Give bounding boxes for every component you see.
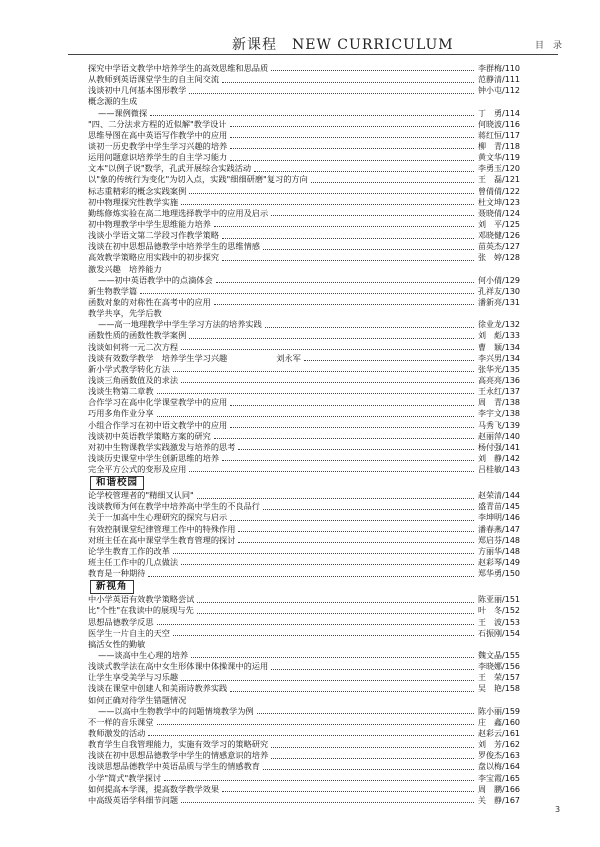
toc-entry bbox=[88, 197, 520, 208]
dot-leader bbox=[230, 520, 474, 521]
toc-entry bbox=[88, 557, 520, 568]
toc-entry bbox=[88, 219, 520, 230]
toc-entry-author-page: 王 波/153 bbox=[478, 617, 520, 627]
dot-leader bbox=[254, 171, 474, 172]
toc-entry-title: "四、二分法求方程的近似解"教学设计 bbox=[88, 118, 227, 129]
toc-entry bbox=[88, 431, 520, 442]
toc-entry-title: 如何正确对待学生错题情况 bbox=[88, 694, 187, 705]
toc-entry-title: 高效教学策略应用实践中的初步探究 bbox=[88, 252, 220, 263]
toc-entry bbox=[88, 683, 520, 694]
toc-entry bbox=[88, 661, 520, 672]
dot-leader bbox=[157, 724, 474, 725]
toc-entry-author-page: 吕桂敏/143 bbox=[478, 465, 520, 475]
dot-leader bbox=[173, 371, 474, 372]
journal-title: 新课程 NEW CURRICULUM bbox=[232, 37, 454, 53]
toc-entry-title: 医学生一片自主的天空 bbox=[88, 627, 170, 638]
toc-entry-author-page: 关 静/167 bbox=[478, 795, 520, 805]
toc-entry bbox=[88, 750, 520, 761]
toc-entry bbox=[88, 739, 520, 750]
toc-entry bbox=[88, 96, 520, 107]
toc-entry-author-page: 李坤明/146 bbox=[478, 513, 520, 523]
toc-entry-author-page: 马秀飞/139 bbox=[478, 420, 520, 430]
dot-leader bbox=[265, 327, 474, 328]
toc-entry-author-page: 刘 彪/133 bbox=[478, 331, 520, 341]
toc-entry-title: 浅谈生物第二章教 bbox=[88, 386, 154, 397]
toc-entry-author-page: 陈亚丽/151 bbox=[478, 595, 520, 605]
toc-entry bbox=[88, 241, 520, 252]
toc-entry-author-page: 王 荣/157 bbox=[478, 673, 520, 683]
toc-entry-author-page: 叶 冬/152 bbox=[478, 606, 520, 616]
toc-entry-author-page: 魏文晶/155 bbox=[478, 651, 520, 661]
toc-entry-title: 班主任工作中的几点做法 bbox=[88, 557, 179, 568]
dot-leader bbox=[238, 449, 474, 450]
toc-entry bbox=[88, 672, 520, 683]
dot-leader bbox=[238, 531, 474, 532]
toc-entry-title: 浅谈式教学法在高中女生形体课中体操课中的运用 bbox=[88, 661, 269, 672]
dot-leader bbox=[181, 680, 474, 681]
toc-entry-title: 小组合作学习在初中语文教学中的应用 bbox=[88, 419, 228, 430]
toc-entry bbox=[88, 186, 520, 197]
dot-leader bbox=[304, 360, 474, 361]
toc-entry bbox=[88, 442, 520, 453]
toc-entry bbox=[88, 784, 520, 795]
toc-entry-author-page: 曾倩倩/122 bbox=[478, 186, 520, 196]
toc-entry bbox=[88, 85, 520, 96]
toc-entry-title: 中小学英语有效教学策略尝试 bbox=[88, 594, 195, 605]
dot-leader bbox=[181, 802, 474, 803]
toc-entry-author-page: 方丽华/148 bbox=[478, 546, 520, 556]
toc-entry-title: 论学校管理者的"精细又认同" bbox=[88, 490, 194, 501]
toc-entry-author-page: 王永红/137 bbox=[478, 387, 520, 397]
toc-entry-title: 文本"以例子说"数学，孔武开展综合实践活动 bbox=[88, 163, 252, 174]
toc-entry-author-page: 李晓娜/156 bbox=[478, 662, 520, 672]
toc-entry-author-page: 曹 颖/134 bbox=[478, 342, 520, 352]
dot-leader bbox=[157, 393, 474, 394]
toc-entry-author-page: 钟小屯/112 bbox=[478, 86, 520, 96]
dot-leader bbox=[181, 564, 474, 565]
toc-entry-title: ——高一地理教学中学生学习方法的培养实践 bbox=[98, 319, 262, 330]
toc-entry-title: 思维导图在高中英语写作教学中的应用 bbox=[88, 129, 228, 140]
toc-entry-title: 探究中学语文教学中培养学生的高效思维和思品质 bbox=[88, 63, 269, 73]
toc-entry-author-page: 吴 艳/158 bbox=[478, 684, 520, 694]
toc-entry-title: 教育学生自我管理能力，实施有效学习的策略研究 bbox=[88, 739, 269, 750]
toc-entry-title: 激发兴趣 培养能力 bbox=[88, 263, 162, 274]
dot-leader bbox=[216, 282, 474, 283]
toc-entry-title: 小学"简式"教学探讨 bbox=[88, 772, 162, 783]
toc-entry bbox=[88, 364, 520, 375]
dot-leader bbox=[230, 126, 474, 127]
dot-leader bbox=[230, 160, 474, 161]
page-header bbox=[62, 30, 562, 54]
toc-entry bbox=[88, 408, 520, 419]
dot-leader bbox=[148, 735, 474, 736]
toc-entry-title: ——初中英语教学中的点滴体会 bbox=[98, 274, 213, 285]
toc-entry-author-page: 盘以梅/164 bbox=[478, 762, 520, 772]
toc-entry-title: 不一样的音乐课堂 bbox=[88, 716, 154, 727]
toc-entry bbox=[88, 319, 520, 330]
toc-entry-author-page: 赵彩琴/149 bbox=[478, 558, 520, 568]
dot-leader bbox=[263, 769, 474, 770]
dot-leader bbox=[263, 249, 474, 250]
toc-entry-author-page: 黄文华/119 bbox=[478, 153, 520, 163]
toc-entry bbox=[88, 275, 520, 286]
toc-entry-author-page: 潘春燕/147 bbox=[478, 524, 520, 534]
toc-entry-title: 思想品德教学反思 bbox=[88, 616, 154, 627]
dot-leader bbox=[173, 635, 474, 636]
toc-entry bbox=[88, 297, 520, 308]
toc-entry-author-page: 周 鹏/166 bbox=[478, 784, 520, 794]
toc-entry-author-page: 石振刚/154 bbox=[478, 628, 520, 638]
dot-leader bbox=[140, 293, 474, 294]
section-heading-label: 新视角 bbox=[90, 580, 134, 594]
toc-entry bbox=[88, 453, 520, 464]
toc-entry bbox=[88, 286, 520, 297]
toc-entry-title: 浅谈教师为何在教学中培养高中学生的不良品行 bbox=[88, 501, 260, 512]
toc-entry-title: 函数对象的对称性在高考中的应用 bbox=[88, 296, 211, 307]
toc-entry-author-page: 邓晓健/126 bbox=[478, 231, 520, 241]
toc-entry bbox=[88, 717, 520, 728]
dot-leader bbox=[271, 747, 474, 748]
toc-entry-title: 巧用多角作业分享 bbox=[88, 408, 154, 419]
dot-leader bbox=[173, 553, 474, 554]
toc-entry-author-page: 赵荣清/144 bbox=[478, 491, 520, 501]
toc-entry-title: 浅谈在课堂中创建人和美雨诗教养实践 bbox=[88, 683, 228, 694]
toc-entry-author-page: 赵彩云/161 bbox=[478, 729, 520, 739]
toc-entry bbox=[88, 208, 520, 219]
toc-entry-title: 浅谈历史课堂中学生创新思维的培养 bbox=[88, 452, 220, 463]
toc-entry-title: 新小学式教学转化方法 bbox=[88, 363, 170, 374]
toc-entry bbox=[88, 728, 520, 739]
toc-entry-title: 如何提高本学课，提高数学教学效果 bbox=[88, 783, 220, 794]
dot-leader bbox=[271, 70, 474, 71]
dot-leader bbox=[222, 238, 474, 239]
dot-leader bbox=[157, 624, 474, 625]
toc-entry-author-page: 何小倩/129 bbox=[478, 275, 520, 285]
toc-entry bbox=[88, 397, 520, 408]
toc-entry-author-page: 刘 静/142 bbox=[478, 453, 520, 463]
toc-entry bbox=[88, 650, 520, 661]
toc-entry bbox=[88, 308, 520, 319]
toc-entry-title: 浅谈有效数学教学 培养学生学习兴趣 刘永军 bbox=[88, 352, 301, 363]
toc-entry bbox=[88, 490, 520, 501]
toc-entry-author-page: 郑启芬/148 bbox=[478, 535, 520, 545]
toc-entry-author-page: 李群梅/110 bbox=[478, 64, 520, 73]
dot-leader bbox=[263, 509, 474, 510]
toc-entry-title: 初中物理探究性教学实施 bbox=[88, 196, 179, 207]
toc-entry bbox=[88, 773, 520, 784]
toc-entry bbox=[88, 464, 520, 475]
toc-entry-author-page: 刘 平/125 bbox=[478, 219, 520, 229]
page-number: 3 bbox=[555, 805, 561, 814]
toc-entry bbox=[88, 594, 520, 605]
toc-entry-title: 从教师到英语课堂学生的自主间交流 bbox=[88, 74, 220, 85]
toc-entry bbox=[88, 628, 520, 639]
toc-entry-title: 对初中生物课教学实践激发与培养的思考 bbox=[88, 441, 236, 452]
toc-entry bbox=[88, 512, 520, 523]
toc-entry-author-page: 陈小丽/159 bbox=[478, 706, 520, 716]
toc-entry bbox=[88, 152, 520, 163]
toc-entry bbox=[88, 130, 520, 141]
dot-leader bbox=[230, 148, 474, 149]
dot-leader bbox=[222, 260, 474, 261]
section-heading bbox=[88, 579, 520, 594]
toc-entry-title: 搞活女性的勤敏 bbox=[88, 638, 146, 649]
dot-leader bbox=[214, 226, 474, 227]
toc-entry-author-page: 杜文坤/123 bbox=[478, 197, 520, 207]
toc-entry bbox=[88, 501, 520, 512]
toc-entry-title: 教学共享，先学后教 bbox=[88, 308, 162, 319]
toc-entry-title: 函数性质的函数性教学案例 bbox=[88, 330, 187, 341]
toc-entry bbox=[88, 568, 520, 579]
toc-entry-title: 浅谈思想品德教学中英语品质与学生的情感教育 bbox=[88, 761, 260, 772]
toc-entry-title: ——课例微探 bbox=[98, 107, 148, 118]
toc-entry bbox=[88, 639, 520, 650]
toc-entry-title: 教育是一种期待 bbox=[88, 568, 146, 579]
dot-leader bbox=[311, 182, 474, 183]
toc-entry-author-page: 周 青/138 bbox=[478, 398, 520, 408]
toc-entry bbox=[88, 546, 520, 557]
toc-entry bbox=[88, 163, 520, 174]
dot-leader bbox=[157, 416, 474, 417]
dot-leader bbox=[271, 758, 474, 759]
table-of-contents bbox=[88, 63, 520, 806]
dot-leader bbox=[271, 215, 474, 216]
toc-entry-author-page: 高亮亮/136 bbox=[478, 375, 520, 385]
toc-entry-title: 运用问题意识培养学生的自主学习能力 bbox=[88, 152, 228, 163]
toc-entry bbox=[88, 420, 520, 431]
toc-entry-title: 让学生享受美学与习乐趣 bbox=[88, 672, 179, 683]
toc-entry-author-page: 柳 青/118 bbox=[478, 141, 520, 151]
toc-entry-title: 浅谈小学语文第二学段习作教学策略 bbox=[88, 230, 220, 241]
toc-entry bbox=[88, 695, 520, 706]
toc-entry bbox=[88, 74, 520, 85]
toc-entry-title: 浅谈在初中思想品德教学中学生的情感意识的培养 bbox=[88, 750, 269, 761]
toc-entry bbox=[88, 108, 520, 119]
dot-leader bbox=[230, 137, 474, 138]
dot-leader bbox=[230, 405, 474, 406]
toc-entry bbox=[88, 353, 520, 364]
dot-leader bbox=[230, 427, 474, 428]
toc-entry-title: 中高级英语学科细节问题 bbox=[88, 794, 179, 805]
toc-entry-title: ——以高中生物教学中的问题情境教学为例 bbox=[98, 705, 254, 716]
toc-entry-title: 浅谈如何将一元二次方程 bbox=[88, 341, 179, 352]
toc-entry bbox=[88, 761, 520, 772]
dot-leader bbox=[214, 438, 474, 439]
dot-leader bbox=[222, 791, 474, 792]
toc-entry-title: 浅谈初中英语教学策略方案的研究 bbox=[88, 430, 211, 441]
toc-entry-author-page: 孔祥友/130 bbox=[478, 286, 520, 296]
dot-leader bbox=[197, 498, 474, 499]
toc-entry-title: 完全平方公式的变形及应用 bbox=[88, 464, 187, 475]
toc-entry-title: 关于一加高中生心理研究的探究与启示 bbox=[88, 512, 228, 523]
dot-leader bbox=[181, 382, 474, 383]
toc-entry-title: 浅谈初中几何基本图形教学 bbox=[88, 85, 187, 96]
toc-entry bbox=[88, 119, 520, 130]
section-heading-label: 和谐校园 bbox=[90, 476, 144, 490]
dot-leader bbox=[150, 115, 474, 116]
toc-entry bbox=[88, 252, 520, 263]
dot-leader bbox=[271, 669, 474, 670]
toc-entry-author-page: 盛青苗/145 bbox=[478, 502, 520, 512]
dot-leader bbox=[197, 613, 474, 614]
toc-entry-author-page: 潘新亮/131 bbox=[478, 297, 520, 307]
toc-entry bbox=[88, 524, 520, 535]
toc-entry bbox=[88, 230, 520, 241]
dot-leader bbox=[191, 657, 474, 658]
toc-entry-title: 有效控制课堂纪律管理工作中的特殊作用 bbox=[88, 523, 236, 534]
toc-entry-title: 浅谈在初中思想品德教学中培养学生的思维情感 bbox=[88, 241, 260, 252]
dot-leader bbox=[230, 691, 474, 692]
toc-entry-title: 比"个性"在我读中的展现与先 bbox=[88, 605, 194, 616]
toc-entry-title: 标志重精彩的概念实践案例 bbox=[88, 185, 187, 196]
dot-leader bbox=[222, 460, 474, 461]
toc-entry-author-page: 何晓波/116 bbox=[478, 119, 520, 129]
section-label: 目 录 bbox=[534, 41, 562, 51]
toc-entry-author-page: 刘 芳/162 bbox=[478, 740, 520, 750]
header-divider bbox=[68, 54, 558, 55]
toc-entry-author-page: 赵丽萍/140 bbox=[478, 431, 520, 441]
toc-entry-author-page: 杨付强/141 bbox=[478, 442, 520, 452]
toc-entry-author-page: 罗俊杰/163 bbox=[478, 751, 520, 761]
toc-entry-title: 教师激发的活动 bbox=[88, 728, 146, 739]
toc-entry bbox=[88, 141, 520, 152]
dot-leader bbox=[181, 349, 474, 350]
dot-leader bbox=[214, 304, 474, 305]
toc-entry-author-page: 李兴男/134 bbox=[478, 353, 520, 363]
dot-leader bbox=[257, 713, 474, 714]
toc-entry bbox=[88, 617, 520, 628]
toc-entry bbox=[88, 795, 520, 806]
toc-entry bbox=[88, 330, 520, 341]
toc-entry-author-page: 李勇玉/120 bbox=[478, 164, 520, 174]
toc-entry bbox=[88, 264, 520, 275]
toc-entry-title: ——谈高中生心理的培养 bbox=[98, 650, 189, 661]
toc-entry-title: 浅谈三角函数值及的求法 bbox=[88, 374, 179, 385]
toc-entry-title: 对班主任在高中课堂学生教育管理的探讨 bbox=[88, 534, 236, 545]
toc-entry-author-page: 苗英杰/127 bbox=[478, 242, 520, 252]
dot-leader bbox=[197, 602, 474, 603]
toc-entry-author-page: 李宇文/138 bbox=[478, 409, 520, 419]
toc-entry bbox=[88, 174, 520, 185]
toc-entry-author-page: 庄 鑫/160 bbox=[478, 717, 520, 727]
toc-entry-author-page: 丁 勇/114 bbox=[478, 108, 520, 118]
toc-entry bbox=[88, 386, 520, 397]
toc-entry bbox=[88, 375, 520, 386]
toc-entry bbox=[88, 605, 520, 616]
toc-entry-author-page: 张 婷/128 bbox=[478, 253, 520, 263]
section-heading bbox=[88, 475, 520, 490]
dot-leader bbox=[189, 471, 474, 472]
toc-entry bbox=[88, 706, 520, 717]
toc-entry bbox=[88, 535, 520, 546]
toc-entry-title: 谈初一历史教学中学生学习兴趣的培养 bbox=[88, 140, 228, 151]
dot-leader bbox=[181, 204, 474, 205]
toc-entry-title: 论学生教育工作的改革 bbox=[88, 545, 170, 556]
dot-leader bbox=[189, 193, 474, 194]
toc-entry-author-page: 王 磊/121 bbox=[478, 175, 520, 185]
toc-entry bbox=[88, 63, 520, 74]
toc-entry-title: 勤练修炼实验在高二地理选择教学中的应用及启示 bbox=[88, 207, 269, 218]
toc-entry-title: 合作学习在高中化学课堂教学中的应用 bbox=[88, 397, 228, 408]
toc-entry-author-page: 张华光/135 bbox=[478, 364, 520, 374]
toc-entry-title: 概念源的生成 bbox=[88, 96, 138, 107]
toc-entry bbox=[88, 342, 520, 353]
dot-leader bbox=[222, 82, 474, 83]
toc-entry-author-page: 徐业龙/132 bbox=[478, 320, 520, 330]
toc-entry-author-page: 聂晓倩/124 bbox=[478, 208, 520, 218]
toc-entry-author-page: 李宝霞/165 bbox=[478, 773, 520, 783]
toc-entry-title: 新生物教学篇 bbox=[88, 285, 138, 296]
toc-entry-author-page: 范静清/111 bbox=[478, 75, 520, 85]
toc-entry-title: 以"象的传统行为变化"为切入点，实践"细细研磨"复习的方向 bbox=[88, 174, 308, 185]
dot-leader bbox=[148, 576, 474, 577]
dot-leader bbox=[164, 780, 474, 781]
dot-leader bbox=[189, 93, 474, 94]
dot-leader bbox=[189, 338, 474, 339]
toc-entry-title: 初中物理教学中学生思维能力培养 bbox=[88, 218, 211, 229]
toc-entry-author-page: 郑华勇/150 bbox=[478, 569, 520, 579]
dot-leader bbox=[238, 542, 474, 543]
toc-entry-author-page: 蒋红恒/117 bbox=[478, 130, 520, 140]
